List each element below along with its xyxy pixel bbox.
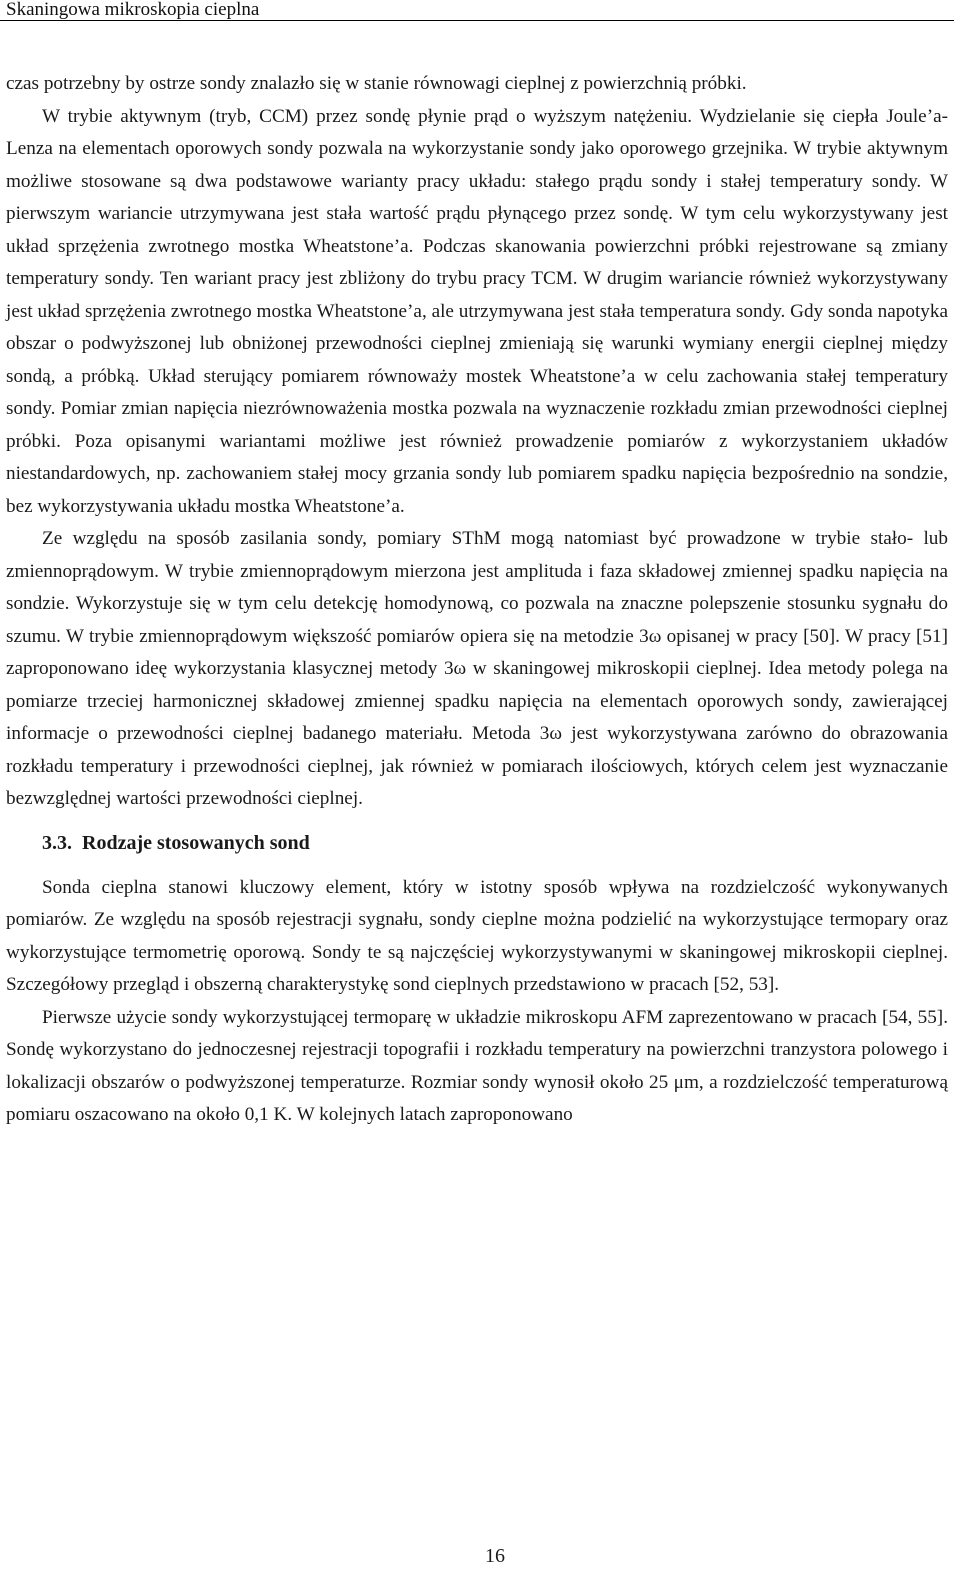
paragraph-continuation: czas potrzebny by ostrze sondy znalazło się w stanie równowagi cieplnej z powierzchnią próbki. <box>6 73 747 94</box>
paragraph-active-mode: W trybie aktywnym (tryb, CCM) przez sondę płynie prąd o wyższym natężeniu. Wydzielanie się ciepła Joule’a-Lenza na elementach oporowych sondy pozwala na wykorzystanie sondy jako oporowego grzejnika. W trybie aktywnym możliwe stosowane są dwa podstawowe warianty pracy układu: stałego prądu sondy i stałej temperatury sondy. W pierwszym wariancie utrzymywana jest stała wartość prądu płynącego przez sondę. W tym celu wykorzystywany jest układ sprzężenia zwrotnego mostka Wheatstone’a. Podczas skanowania powierzchni próbki rejestrowane są zmiany temperatury sondy. Ten wariant pracy jest zbliżony do trybu pracy TCM. W drugim wariancie również wykorzystywany jest układ sprzężenia zwrotnego mostka Wheatstone’a, ale utrzymywana jest stała temperatura sondy. Gdy sonda napotyka obszar o podwyższonej lub obniżonej przewodności cieplnej zmieniają się warunki wymiany energii cieplnej między sondą, a próbką. Układ sterujący pomiarem równoważy mostek Wheatstone’a w celu zachowania stałej temperatury sondy. Pomiar zmian napięcia niezrównoważenia mostka pozwala na wyznaczenie rozkładu zmian przewodności cieplnej próbki. Poza opisanymi wariantami możliwe jest również prowadzenie pomiarów z wykorzystaniem układów niestandardowych, np. zachowaniem stałej mocy grzania sondy lub pomiarem spadku napięcia bezpośrednio na sondzie, bez wykorzystywania układu mostka Wheatstone’a. <box>6 105 948 517</box>
page-content <box>6 68 948 1132</box>
running-header-title: Skaningowa mikroskopia cieplna <box>6 0 260 20</box>
paragraph-thermocouple-probe: Pierwsze użycie sondy wykorzystującej termoparę w układzie mikroskopu AFM zaprezentowano w pracach [54, 55]. Sondę wykorzystano do jednoczesnej rejestracji topografii i rozkładu temperatury na powierzchni tranzystora polowego i lokalizacji obszarów o podwyższonej temperaturze. Rozmiar sondy wynosił około 25 μm, a rozdzielczość temperaturową pomiaru oszacowano na około 0,1 K. W kolejnych latach zaproponowano <box>6 1006 948 1125</box>
section-number: 3.3. <box>42 831 72 854</box>
paragraph-probe-types: Sonda cieplna stanowi kluczowy element, który w istotny sposób wpływa na rozdzielczość wykonywanych pomiarów. Ze względu na sposób rejestracji sygnału, sondy cieplne można podzielić na wykorzystujące termopary oraz wykorzystujące termometrię oporową. Sondy te są najczęściej wykorzystywanymi w skaningowej mikroskopii cieplnej. Szczegółowy przegląd i obszerną charakterystykę sond cieplnych przedstawiono w pracach [52, 53]. <box>6 876 948 995</box>
section-title: Rodzaje stosowanych sond <box>82 831 310 854</box>
paragraph-3omega-method: Ze względu na sposób zasilania sondy, pomiary SThM mogą natomiast być prowadzone w trybie stało- lub zmiennoprądowym. W trybie zmiennoprądowym mierzona jest amplituda i faza składowej zmiennej spadku napięcia na sondzie. Wykorzystuje się w tym celu detekcję homodynową, co pozwala na znaczne polepszenie stosunku sygnału do szumu. W trybie zmiennoprądowym większość pomiarów opiera się na metodzie 3ω opisanej w pracy [50]. W pracy [51] zaproponowano ideę wykorzystania klasycznej metody 3ω w skaningowej mikroskopii cieplnej. Idea metody polega na pomiarze trzeciej harmonicznej składowej zmiennej spadku napięcia na elementach oporowych sondy, zawierającej informacje o przewodności cieplnej badanego materiału. Metoda 3ω jest wykorzystywana zarówno do obrazowania rozkładu temperatury i przewodności cieplnej, jak również w pomiarach ilościowych, których celem jest wyznaczanie bezwzględnej wartości przewodności cieplnej. <box>6 528 948 809</box>
page-number: 16 <box>485 1545 505 1567</box>
section-heading <box>42 828 948 858</box>
running-header <box>0 0 954 21</box>
